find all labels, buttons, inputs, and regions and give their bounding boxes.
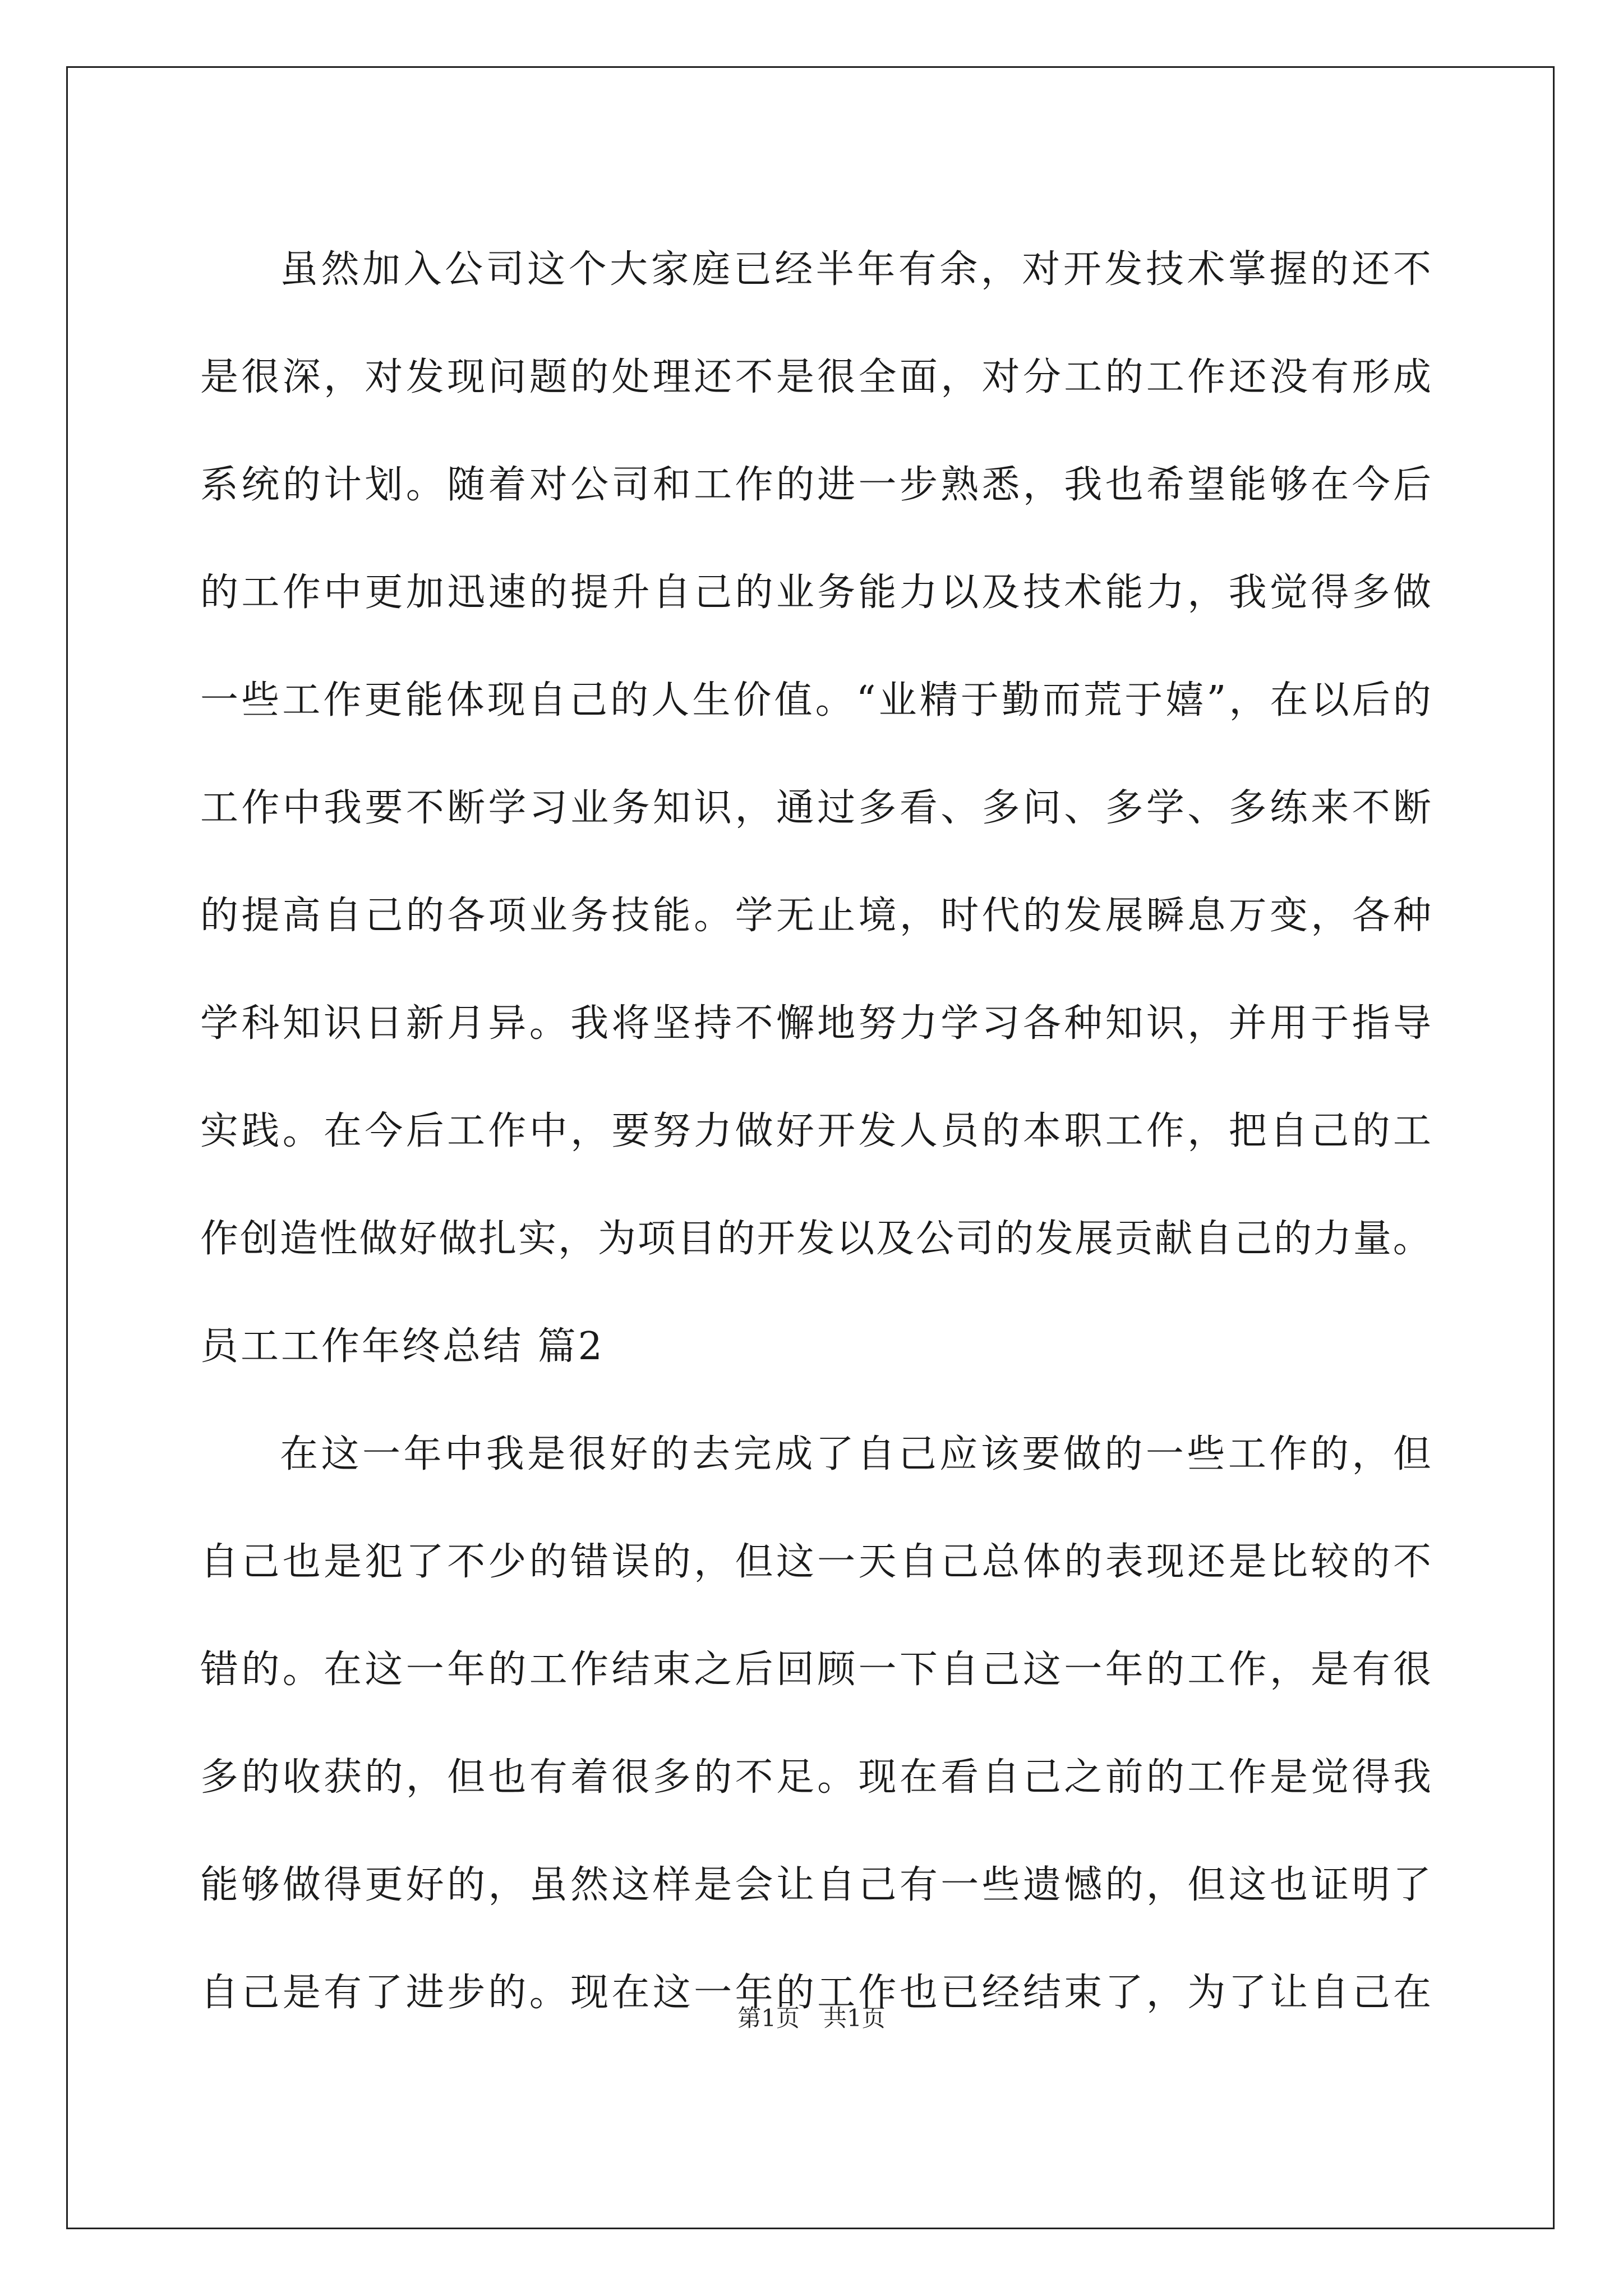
text-line: 自 己 也 是 犯 了 不 少 的 错 误 的 ， 但 这 一 天 自 己 总 体 的 表 现 还 是 比 较 的 不	[200, 1540, 1431, 1584]
text-line: 虽 然 加 入 公 司 这 个 大 家 庭 已 经 半 年 有 余 ， 对 开 发 技 术 掌 握 的 还 不	[280, 247, 1431, 292]
text-line: 实 践 。 在 今 后 工 作 中 ， 要 努 力 做 好 开 发 人 员 的 本 职 工 作 ， 把 自 己 的 工	[200, 1109, 1431, 1153]
text-line: 工 作 中 我 要 不 断 学 习 业 务 知 识 ， 通 过 多 看 、 多 问 、 多 学 、 多 练 来 不 断	[200, 786, 1431, 830]
text-line: 是 很 深 ， 对 发 现 问 题 的 处 理 还 不 是 很 全 面 ， 对 分 工 的 工 作 还 没 有 形 成	[200, 355, 1431, 399]
text-line: 在 这 一 年 中 我 是 很 好 的 去 完 成 了 自 己 应 该 要 做 的 一 些 工 作 的 ， 但	[280, 1432, 1431, 1476]
document-body	[200, 216, 1431, 2047]
text-line: 一 些 工 作 更 能 体 现 自 己 的 人 生 价 值 。 “ 业 精 于 勤 而 荒 于 嬉 ” ， 在 以 后 的	[200, 678, 1431, 723]
text-line: 作 创 造 性 做 好 做 扎 实 ， 为 项 目 的 开 发 以 及 公 司 的 发 展 贡 献 自 己 的 力 量 。	[200, 1217, 1431, 1261]
section-heading: 员工工作年终总结 篇2	[200, 1324, 605, 1369]
page-footer: 第1页 共1页	[737, 2004, 886, 2032]
text-line: 多 的 收 获 的 ， 但 也 有 着 很 多 的 不 足 。 现 在 看 自 己 之 前 的 工 作 是 觉 得 我	[200, 1755, 1431, 1800]
text-line: 自 己 是 有 了 进 步 的 。 现 在 这 一 年 的 工 作 也 已 经 结 束 了 ， 为 了 让 自 己 在	[200, 1971, 1431, 2015]
text-line: 的 工 作 中 更 加 迅 速 的 提 升 自 己 的 业 务 能 力 以 及 技 术 能 力 ， 我 觉 得 多 做	[200, 570, 1431, 615]
text-line: 的 提 高 自 己 的 各 项 业 务 技 能 。 学 无 止 境 ， 时 代 的 发 展 瞬 息 万 变 ， 各 种	[200, 894, 1431, 938]
text-line: 错 的 。 在 这 一 年 的 工 作 结 束 之 后 回 顾 一 下 自 己 这 一 年 的 工 作 ， 是 有 很	[200, 1648, 1431, 1692]
text-line: 系 统 的 计 划 。 随 着 对 公 司 和 工 作 的 进 一 步 熟 悉 ， 我 也 希 望 能 够 在 今 后	[200, 463, 1431, 507]
text-line: 能 够 做 得 更 好 的 ， 虽 然 这 样 是 会 让 自 己 有 一 些 遗 憾 的 ， 但 这 也 证 明 了	[200, 1863, 1431, 1907]
text-line: 学 科 知 识 日 新 月 异 。 我 将 坚 持 不 懈 地 努 力 学 习 各 种 知 识 ， 并 用 于 指 导	[200, 1001, 1431, 1046]
